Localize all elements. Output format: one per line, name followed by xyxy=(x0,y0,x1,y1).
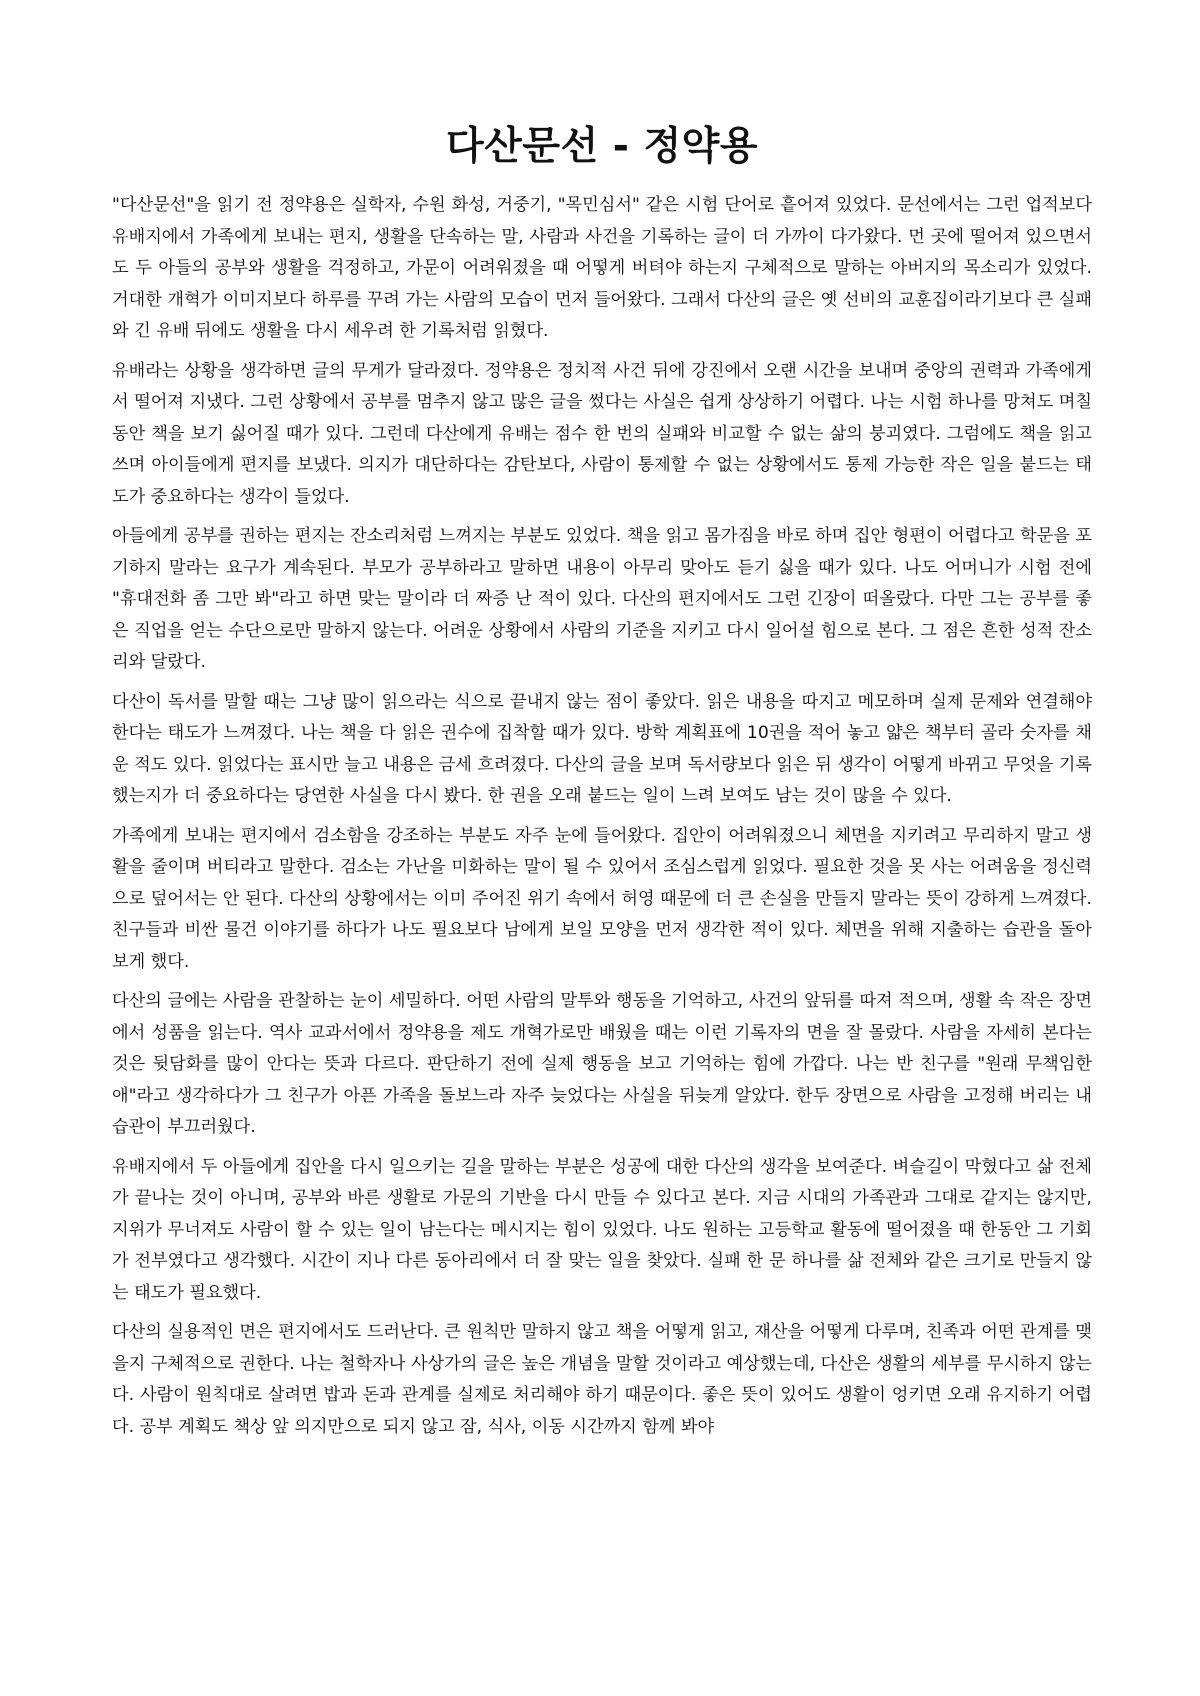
paragraph-7: 유배지에서 두 아들에게 집안을 다시 일으키는 길을 말하는 부분은 성공에 대한 다산의 생각을 보여준다. 벼슬길이 막혔다고 삶 전체가 끝나는 것이 아니며, 공부와 바른 생활로 가문의 기반을 다시 만들 수 있다고 본다. 지금 시대의 가족관과 그대로 같지는 않지만, 지위가 무너져도 사람이 할 수 있는 일이 남는다는 메시지는 힘이 있었다. 나도 원하는 고등학교 활동에 떨어졌을 때 한동안 그 기회가 전부였다고 생각했다. 시간이 지나 다른 동아리에서 더 잘 맞는 일을 찾았다. 실패 한 문 하나를 삶 전체와 같은 크기로 만들지 않는 태도가 필요했다. xyxy=(112,1156,1092,1303)
paragraph-3: 아들에게 공부를 권하는 편지는 잔소리처럼 느껴지는 부분도 있었다. 책을 읽고 몸가짐을 바로 하며 집안 형편이 어렵다고 학문을 포기하지 말라는 요구가 계속된다. 부모가 공부하라고 말하면 내용이 아무리 맞아도 듣기 싫을 때가 있다. 나도 어머니가 시험 전에 "휴대전화 좀 그만 봐"라고 하면 맞는 말이라 더 짜증 난 적이 있다. 다산의 편지에서도 그런 긴장이 떠올랐다. 다만 그는 공부를 좋은 직업을 얻는 수단으로만 말하지 않는다. 어려운 상황에서 사람의 기준을 지키고 다시 일어설 힘으로 본다. 그 점은 흔한 성적 잔소리와 달랐다. xyxy=(112,526,1092,672)
paragraph-1: "다산문선"을 읽기 전 정약용은 실학자, 수원 화성, 거중기, "목민심서" 같은 시험 단어로 흩어져 있었다. 문선에서는 그런 업적보다 유배지에서 가족에게 보내는 편지, 생활을 단속하는 말, 사람과 사건을 기록하는 글이 더 가까이 다가왔다. 먼 곳에 떨어져 있으면서도 두 아들의 공부와 생활을 걱정하고, 가문이 어려워졌을 때 어떻게 버텨야 하는지 구체적으로 말하는 아버지의 목소리가 있었다. 거대한 개혁가 이미지보다 하루를 꾸려 가는 사람의 모습이 먼저 들어왔다. 그래서 다산의 글은 옛 선비의 교훈집이라기보다 큰 실패와 긴 유배 뒤에도 생활을 다시 세우려 한 기록처럼 읽혔다. xyxy=(112,195,1092,341)
document-title: 다산문선 - 정약용 xyxy=(445,124,759,169)
paragraph-2: 유배라는 상황을 생각하면 글의 무게가 달라졌다. 정약용은 정치적 사건 뒤에 강진에서 오랜 시간을 보내며 중앙의 권력과 가족에게서 떨어져 지냈다. 그런 상황에서 공부를 멈추지 않고 많은 글을 썼다는 사실은 쉽게 상상하기 어렵다. 나는 시험 하나를 망쳐도 며칠 동안 책을 보기 싫어질 때가 있다. 그런데 다산에게 유배는 점수 한 번의 실패와 비교할 수 없는 삶의 붕괴였다. 그럼에도 책을 읽고 쓰며 아이들에게 편지를 보냈다. 의지가 대단하다는 감탄보다, 사람이 통제할 수 없는 상황에서도 통제 가능한 작은 일을 붙드는 태도가 중요하다는 생각이 들었다. xyxy=(112,360,1092,507)
paragraph-6: 다산의 글에는 사람을 관찰하는 눈이 세밀하다. 어떤 사람의 말투와 행동을 기억하고, 사건의 앞뒤를 따져 적으며, 생활 속 작은 장면에서 성품을 읽는다. 역사 교과서에서 정약용을 제도 개혁가로만 배웠을 때는 이런 기록자의 면을 잘 몰랐다. 사람을 자세히 본다는 것은 뒷담화를 많이 안다는 뜻과 다르다. 판단하기 전에 실제 행동을 보고 기억하는 힘에 가깝다. 나는 반 친구를 "원래 무책임한 애"라고 생각하다가 그 친구가 아픈 가족을 돌보느라 자주 늦었다는 사실을 뒤늦게 알았다. 한두 장면으로 사람을 고정해 버리는 내 습관이 부끄러웠다. xyxy=(112,991,1092,1137)
paragraph-4: 다산이 독서를 말할 때는 그냥 많이 읽으라는 식으로 끝내지 않는 점이 좋았다. 읽은 내용을 따지고 메모하며 실제 문제와 연결해야 한다는 태도가 느껴졌다. 나는 책을 다 읽은 권수에 집착할 때가 있다. 방학 계획표에 10권을 적어 놓고 얇은 책부터 골라 숫자를 채운 적도 있다. 읽었다는 표시만 늘고 내용은 금세 흐려졌다. 다산의 글을 보며 독서량보다 읽은 뒤 생각이 어떻게 바뀌고 무엇을 기록했는지가 더 중요하다는 당연한 사실을 다시 봤다. 한 권을 오래 붙드는 일이 느려 보여도 남는 것이 많을 수 있다. xyxy=(112,691,1092,806)
paragraph-5: 가족에게 보내는 편지에서 검소함을 강조하는 부분도 자주 눈에 들어왔다. 집안이 어려워졌으니 체면을 지키려고 무리하지 말고 생활을 줄이며 버티라고 말한다. 검소는 가난을 미화하는 말이 될 수 있어서 조심스럽게 읽었다. 필요한 것을 못 사는 어려움을 정신력으로 덮어서는 안 된다. 다산의 상황에서는 이미 주어진 위기 속에서 허영 때문에 더 큰 손실을 만들지 말라는 뜻이 강하게 느껴졌다. 친구들과 비싼 물건 이야기를 하다가 나도 필요보다 남에게 보일 모양을 먼저 생각한 적이 있다. 체면을 위해 지출하는 습관을 돌아보게 했다. xyxy=(112,825,1092,972)
document-page xyxy=(112,118,1092,1451)
paragraph-8: 다산의 실용적인 면은 편지에서도 드러난다. 큰 원칙만 말하지 않고 책을 어떻게 읽고, 재산을 어떻게 다루며, 친족과 어떤 관계를 맺을지 구체적으로 권한다. 나는 철학자나 사상가의 글은 높은 개념을 말할 것이라고 예상했는데, 다산은 생활의 세부를 무시하지 않는다. 사람이 원칙대로 살려면 밥과 돈과 관계를 실제로 처리해야 하기 때문이다. 좋은 뜻이 있어도 생활이 엉키면 오래 유지하기 어렵다. 공부 계획도 책상 앞 의지만으로 되지 않고 잠, 식사, 이동 시간까지 함께 봐야 xyxy=(112,1322,1092,1437)
